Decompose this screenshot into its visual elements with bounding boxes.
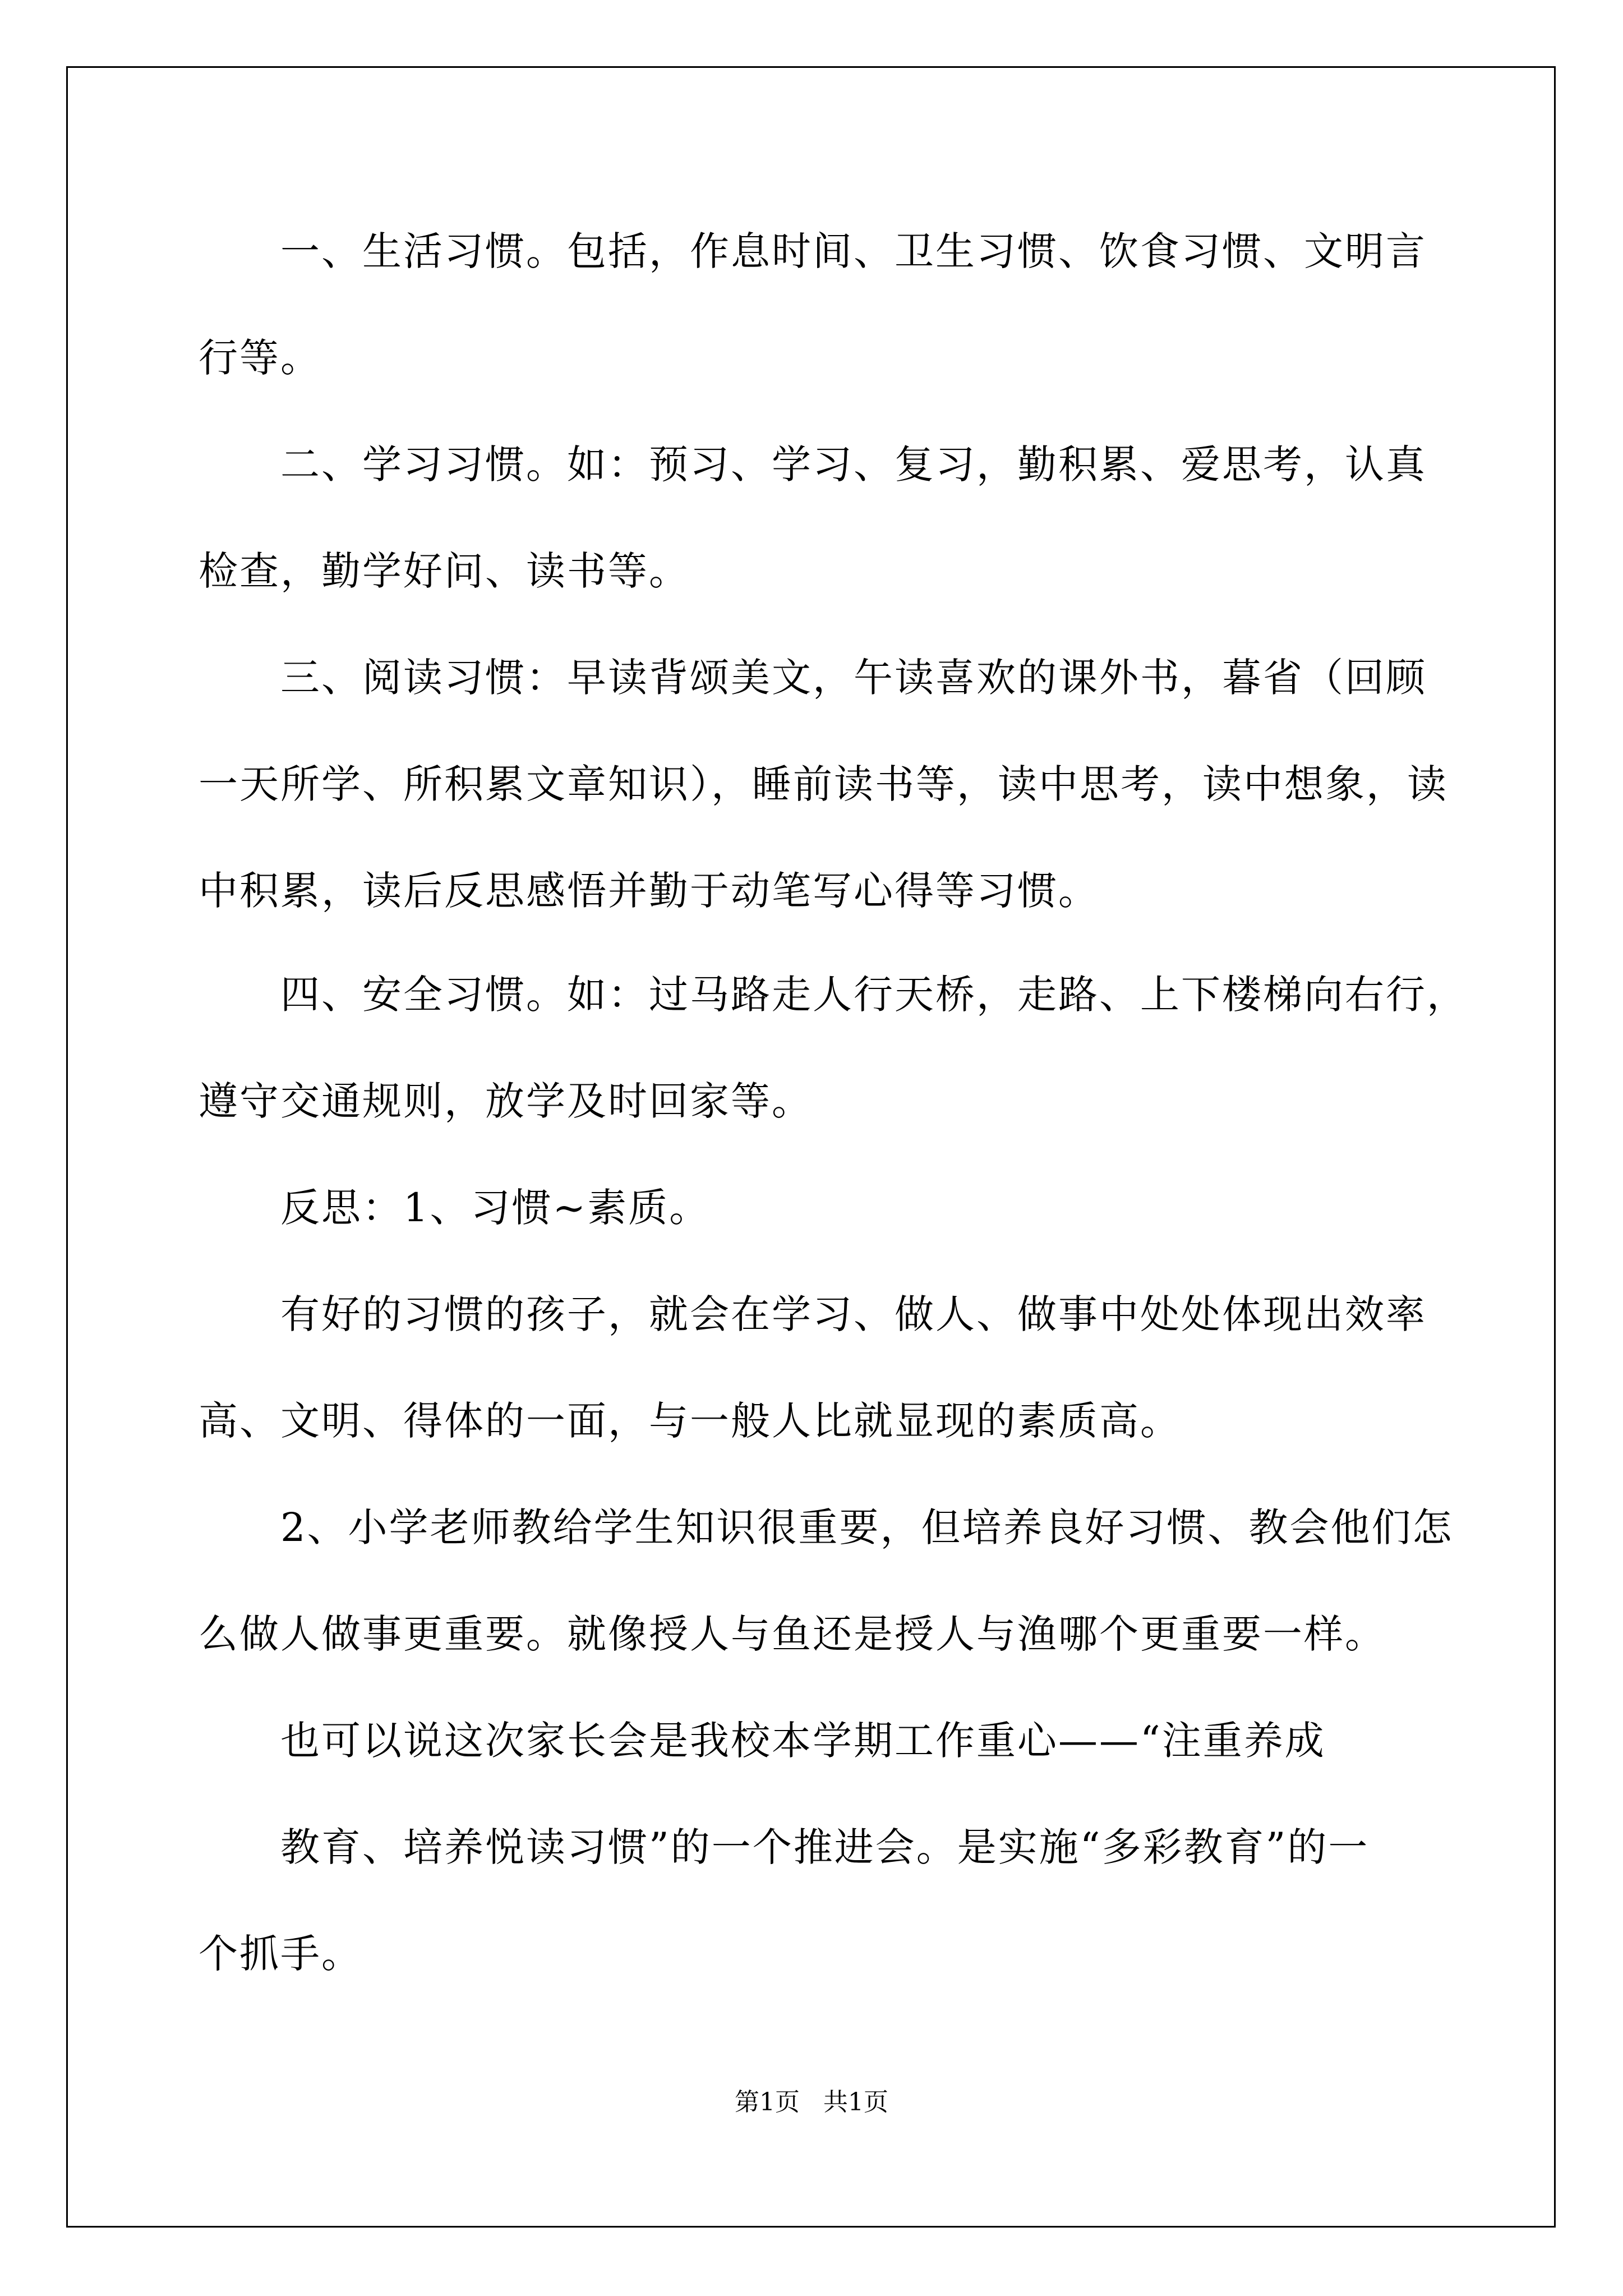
habit-4-line-1: 四、安全习惯。如：过马路走人行天桥，走路、上下楼梯向右行，	[280, 972, 1468, 1018]
habit-2-line-2: 检查，勤学好问、读书等。	[199, 548, 690, 594]
habit-3-line-3: 中积累，读后反思感悟并勤于动笔写心得等习惯。	[199, 868, 1099, 914]
habit-1-line-2: 行等。	[199, 335, 321, 381]
summary-line-1: 也可以说这次家长会是我校本学期工作重心——“注重养成	[280, 1718, 1326, 1764]
summary-line-2: 教育、培养悦读习惯”的一个推进会。是实施“多彩教育”的一	[280, 1824, 1370, 1870]
page-border	[66, 66, 1556, 2228]
page-number: 第1页 共1页	[735, 2088, 888, 2116]
summary-line-3: 个抓手。	[199, 1931, 362, 1977]
reflection-1-line-2: 高、文明、得体的一面，与一般人比就显现的素质高。	[199, 1398, 1181, 1444]
habit-2-line-1: 二、学习习惯。如：预习、学习、复习，勤积累、爱思考，认真	[280, 441, 1427, 487]
reflection-heading: 反思：1、习惯~素质。	[280, 1185, 711, 1231]
reflection-1-line-1: 有好的习惯的孩子，就会在学习、做人、做事中处处体现出效率	[280, 1291, 1427, 1337]
habit-1-line-1: 一、生活习惯。包括，作息时间、卫生习惯、饮食习惯、文明言	[280, 228, 1427, 274]
habit-3-line-2: 一天所学、所积累文章知识），睡前读书等，读中思考，读中想象，读	[199, 761, 1448, 807]
reflection-2-line-1: 2、小学老师教给学生知识很重要，但培养良好习惯、教会他们怎	[280, 1504, 1454, 1550]
reflection-2-line-2: 么做人做事更重要。就像授人与鱼还是授人与渔哪个更重要一样。	[199, 1611, 1386, 1657]
habit-4-line-2: 遵守交通规则，放学及时回家等。	[199, 1078, 813, 1124]
habit-3-line-1: 三、阅读习惯：早读背颂美文，午读喜欢的课外书，暮省（回顾	[280, 655, 1427, 701]
